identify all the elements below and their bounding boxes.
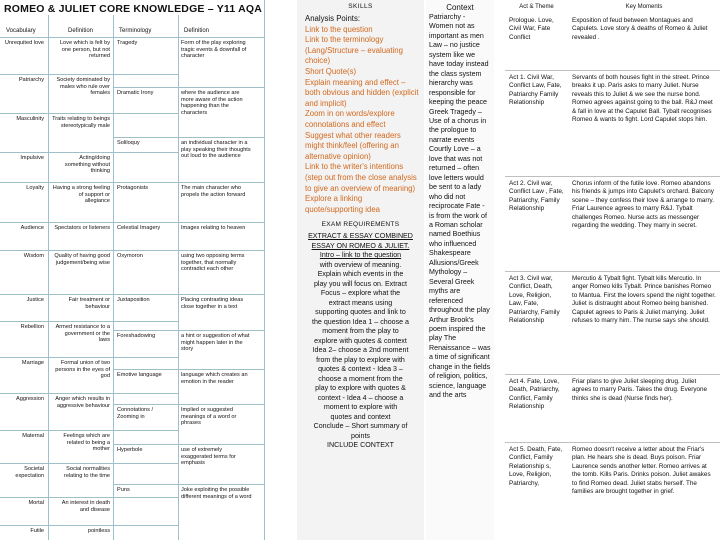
key-moments-panel	[568, 0, 720, 540]
exam-line: with overview of meaning.	[319, 260, 402, 269]
analysis-point: Zoom in on words/explore connotations and effect	[305, 109, 395, 129]
analysis-point: Explain meaning and effect – both obvious and hidden (explicit and implicit)	[305, 77, 419, 108]
vocab-word: Unrequited love	[4, 40, 44, 46]
page-title: ROMEO & JULIET CORE KNOWLEDGE – Y11 AQA	[4, 3, 263, 15]
exam-line: choose a moment from the	[318, 374, 403, 383]
vocab-definition: Spectators or listeners	[54, 225, 110, 231]
term-definition: Placing contrasting ideas close together in a text	[181, 297, 244, 310]
vocab-definition: pointless	[87, 528, 110, 534]
key-moment: Exposition of feud between Montagues and Capulets. Love story & deaths of Romeo & Juliet revealed .	[572, 17, 708, 41]
term-divider	[114, 37, 264, 38]
analysis-point: Suggest what other readers might think/feel (offering an alternative opinion)	[305, 130, 401, 161]
term-divider	[114, 137, 264, 138]
term-name: Hyperbole	[117, 447, 143, 453]
row-divider	[0, 321, 178, 322]
exam-line: explore with quotes & context	[314, 336, 407, 345]
vocab-definition: Love which is felt by one person, but not returned	[59, 40, 110, 60]
exam-line: Intro – link to the question	[319, 251, 402, 260]
term-name: Celestial Imagery	[117, 225, 161, 231]
exam-line: points	[351, 431, 370, 440]
term-name: Emotive language	[117, 372, 162, 378]
act-divider	[505, 271, 568, 272]
divider	[48, 15, 49, 540]
term-divider	[114, 222, 264, 223]
vocab-definition: Acting/doing something without thinking	[64, 155, 110, 175]
vocab-definition: Feelings which are related to being a mother	[63, 433, 110, 453]
vocab-word: Audience	[20, 225, 44, 231]
act-divider	[505, 70, 568, 71]
act-item: Act 3. Civil war, Conflict, Death, Love, Religion, Law, Fate, Patriarchy, Family Relationship	[509, 275, 560, 325]
term-definition: Form of the play exploring tragic events & downfall of character	[181, 40, 247, 60]
act-theme-panel	[505, 0, 568, 540]
term-definition: a hint or suggestion of what might happen later in the story	[181, 333, 250, 353]
exam-line: ESSAY ON ROMEO & JULIET.	[311, 241, 410, 250]
vocab-word: Wisdom	[23, 253, 44, 259]
term-name: Oxymoron	[117, 253, 143, 259]
vocab-word: Loyalty	[26, 185, 44, 191]
moment-divider	[568, 442, 720, 443]
exam-line: Idea 2– choose a 2nd moment	[312, 346, 409, 355]
term-divider	[114, 250, 264, 251]
exam-line: moment to explore with	[323, 403, 398, 412]
moment-divider	[568, 374, 720, 375]
row-divider	[0, 152, 178, 153]
key-moment: Servants of both houses fight in the street. Prince breaks it up. Paris asks to marry Juliet. Nurse reveals this to Juliet & we see the nurse bond. Romeo agrees against going to the ball. R&J meet & fall in love at the Capulet Ball. Tybalt recognises Romeo & wants to fight. Lord Capulet stops him.	[572, 74, 713, 124]
term-definition: Images relating to heaven	[181, 225, 246, 231]
row-divider	[0, 74, 178, 75]
divider	[178, 15, 179, 540]
term-name: Connotations / Zooming in	[117, 407, 154, 420]
vocab-definition: Social normalities relating to the time	[63, 466, 110, 479]
exam-line: supporting quotes and link to	[315, 308, 406, 317]
vocab-word: Societal expectation	[15, 466, 44, 479]
row-divider	[0, 357, 178, 358]
terminology-header: Terminology	[119, 28, 152, 34]
act-item: Act 4. Fate, Love, Death, Patriarchy, Conflict, Family Relationship	[509, 378, 560, 411]
moment-divider	[568, 271, 720, 272]
key-moment: Mercutio & Tybalt fight. Tybalt kills Mercutio. In anger Romeo kills Tybalt. Prince banishes Romeo to Mantua. First the lovers spend the night together. Juliet is distraught about Romeo being banished. Capulet agrees to Paris & Juliet marrying. Juliet refuses to marry him. The nurse says she should.	[572, 275, 716, 325]
vocab-word: Patriarchy	[18, 77, 44, 83]
row-divider	[0, 113, 178, 114]
term-definition: Joke exploiting the possible different meanings of a word	[181, 487, 252, 500]
row-divider	[0, 430, 178, 431]
term-definition: use of extremely exaggerated terms for emphasis	[181, 447, 236, 467]
analysis-point: Link to the terminology (Lang/Structure – evaluating choice)	[305, 35, 403, 66]
vocab-word: Masculinity	[16, 116, 44, 122]
act-item: Prologue. Love, Civil War, Fate Conflict	[509, 17, 554, 41]
definition-header: Definition	[68, 28, 94, 34]
term-definition: Implied or suggested meanings of a word or phrases	[181, 407, 237, 427]
vocab-word: Maternal	[22, 433, 44, 439]
term-divider	[114, 294, 264, 295]
term-name: Dramatic Irony	[117, 90, 154, 96]
term-name: Juxtaposition	[117, 297, 150, 303]
context-panel	[426, 0, 494, 540]
vocab-word: Aggression	[16, 396, 44, 402]
row-divider	[0, 525, 178, 526]
term-definition: where the audience are more aware of the action happening than the characters	[181, 90, 243, 117]
vocab-word: Mortal	[28, 500, 44, 506]
act-divider	[505, 176, 568, 177]
exam-line: INCLUDE CONTEXT	[326, 441, 394, 450]
vocab-word: Impulsive	[20, 155, 44, 161]
analysis-points	[297, 10, 424, 215]
act-item: Act 5. Death, Fate, Conflict, Family Relationship s, Love, Religion, Patriarchy,	[509, 446, 563, 487]
key-moment: Friar plans to give Juliet sleeping drug. Juliet agrees to marry Paris. Takes the drug. Everyone thinks she is dead (Nurse finds her).	[572, 378, 707, 402]
act-divider	[505, 442, 568, 443]
vocab-definition: An interest in death and disease	[61, 500, 110, 513]
vocab-word: Marriage	[21, 360, 44, 366]
vocab-word: Justice	[26, 297, 44, 303]
term-definition: The main character who propels the action forward	[181, 185, 246, 198]
context-heading: Context	[446, 3, 474, 12]
exam-line: play you will focus on. Extract	[313, 279, 408, 288]
vocab-definition: Traits relating to beings stereotypically male	[52, 116, 110, 129]
exam-requirements-heading: EXAM REQUIREMENTS	[321, 221, 400, 229]
term-divider	[114, 404, 264, 405]
exam-line: Conclude – Short summary of	[313, 422, 408, 431]
exam-line: quotes & context - Idea 3 –	[318, 365, 403, 374]
key-moment: Romeo doesn't receive a letter about the Friar's plan. He hears she is dead. Buys poison. Friar Laurence sends another letter. Romeo arrives at the tomb. Kills Paris. Drinks poison. Juliet awakes to find Romeo dead. Juliet stabs herself. The families are brought together in grief.	[572, 446, 711, 496]
key-moment: Chorus inform of the futile love. Romeo abandons his friends & jumps into Capulet's orchard. Balcony scene – they confess their love & arrange to marry. Friar Laurence agrees to marry R&J. Tybalt challenges Romeo. Nurse acts as messenger regarding the wedding. They marry in secret.	[572, 180, 714, 230]
vocab-definition: Society dominated by males who rule over females	[56, 77, 110, 97]
vocab-definition: Having a strong feeling of support or allegiance	[52, 185, 110, 205]
vocab-definition: Formal union of two persons in the eyes of god	[55, 360, 110, 380]
exam-line: extract means using	[328, 298, 393, 307]
skills-heading: SKILLS	[348, 3, 373, 10]
analysis-point: Short Quote(s)	[305, 66, 357, 76]
vocabulary-header: Vocabulary	[6, 28, 36, 34]
term-definition: an individual character in a play speaking their thoughts out loud to the audience	[181, 140, 251, 160]
exam-line: Explain which events in the	[317, 270, 404, 279]
exam-line: Focus – explore what the	[320, 289, 401, 298]
act-theme-heading: Act & Theme	[519, 4, 554, 10]
analysis-point-list	[305, 25, 420, 216]
analysis-points-label: Analysis Points:	[305, 14, 361, 23]
exam-line: play to explore with quotes &	[315, 384, 406, 393]
term-divider	[114, 369, 264, 370]
exam-line: moment from the play to	[322, 327, 399, 336]
vocab-word: Futile	[30, 528, 44, 534]
exam-line: context - Idea 4 – choose a	[317, 393, 404, 402]
term-name: Foreshadowing	[117, 333, 156, 339]
vocab-definition: Fair treatment or behaviour	[68, 297, 110, 310]
term-name: Soliloquy	[117, 140, 140, 146]
vocab-definition: Anger which results in aggressive behaviour	[55, 396, 110, 409]
analysis-point: Explore a linking quote/supporting idea	[305, 194, 380, 214]
row-divider	[0, 393, 178, 394]
key-moments-heading: Key Moments	[625, 4, 663, 10]
term-divider	[114, 484, 264, 485]
exam-line: the question Idea 1 – choose a	[311, 317, 410, 326]
vocab-definition: Armed resistance to a government or the laws	[55, 324, 110, 344]
term-divider	[114, 330, 264, 331]
exam-line: from the play to explore with	[316, 355, 405, 364]
vocab-definition: Quality of having good judgement/being wise	[54, 253, 110, 266]
term-name: Puns	[117, 487, 130, 493]
act-item: Act 1. Civil War, Conflict Law, Fate, Patriarchy Family Relationship	[509, 74, 562, 107]
vocab-word: Rebellion	[20, 324, 44, 330]
vocabulary-panel	[0, 0, 265, 540]
row-divider	[0, 463, 178, 464]
exam-requirements-text	[297, 232, 424, 451]
moment-divider	[568, 70, 720, 71]
term-divider	[114, 444, 264, 445]
term-definition: language which creates an emotion in the reader	[181, 372, 248, 385]
act-item: Act 2. Civil war, Conflict Law , Fate, Patriarchy, Family Relationship	[509, 180, 564, 213]
term-name: Tragedy	[117, 40, 138, 46]
exam-line: quotes and context	[330, 412, 391, 421]
exam-line: EXTRACT & ESSAY COMBINED	[308, 232, 413, 241]
row-divider	[0, 497, 178, 498]
term-definition: using two opposing terms together, that normally contradict each other	[181, 253, 245, 273]
skills-panel	[297, 0, 424, 540]
act-divider	[505, 374, 568, 375]
term-divider	[114, 87, 264, 88]
analysis-point: Link to the writer's intentions (step out from the close analysis to give an overview of meaning)	[305, 162, 417, 193]
analysis-point: Link to the question	[305, 24, 373, 34]
divider	[113, 15, 114, 540]
context-text: Patriarchy - Women not as important as men Law – no justice system like we have today instead the class system hierarchy was responsible for keeping the peace Greek Tragedy – Use of a chorus in the prologue to narrate events Courtly Love – a love that was not returned – often love letters would be sent to a lady who did not reciprocate Fate - is from the work of a Roman scholar named Boethius who influenced Shakespeare Allusions/Greek Mythology – Several Greek myths are referenced throughout the play Arthur Brook's poem inspired the play The Renaissance – was a time of significant change in the fields of religion, politics, science, language and the arts	[429, 13, 491, 400]
term-name: Protagonists	[117, 185, 149, 191]
moment-divider	[568, 176, 720, 177]
term-definition-header: Definition	[184, 28, 210, 34]
term-divider	[114, 182, 264, 183]
